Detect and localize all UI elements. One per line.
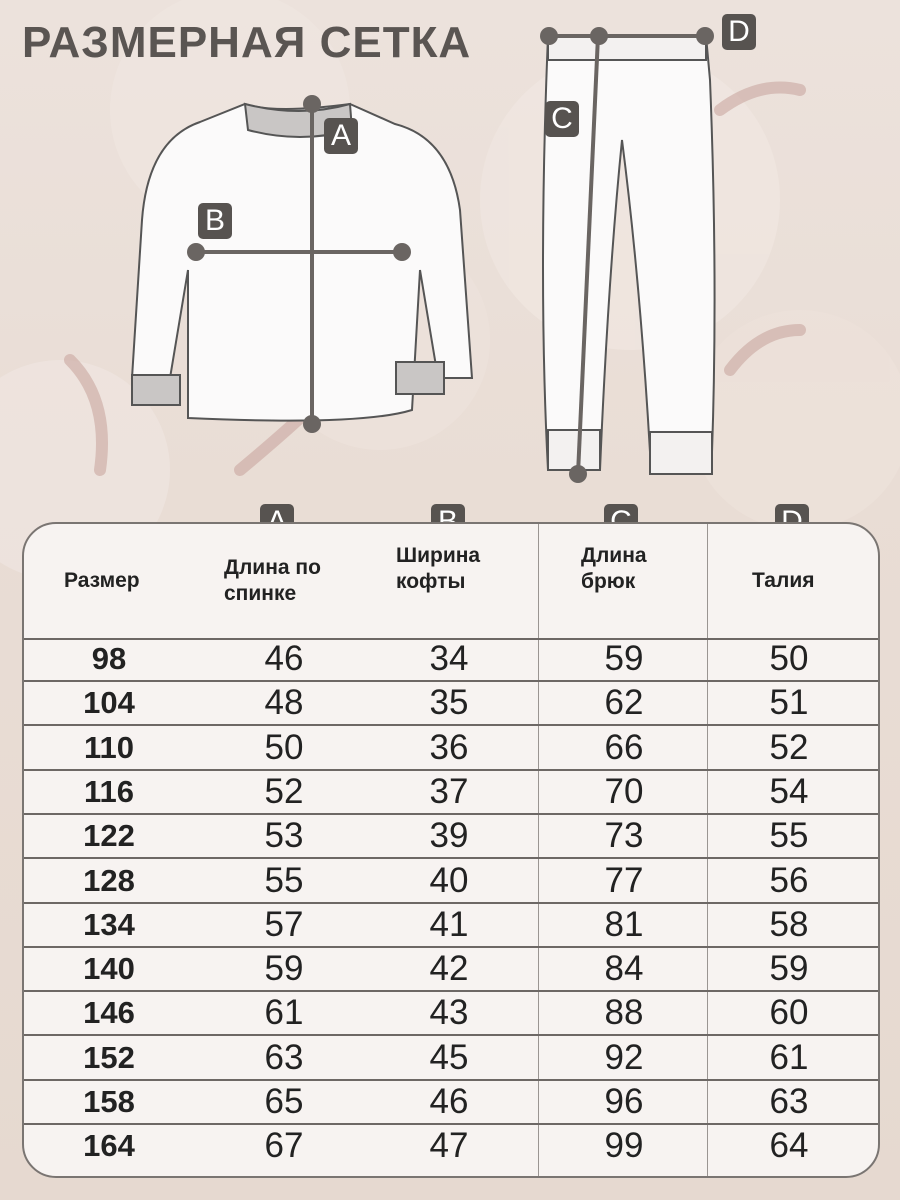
point-b-right bbox=[393, 243, 411, 261]
point-a-bottom bbox=[303, 415, 321, 433]
top-width-cell: 39 bbox=[429, 816, 469, 856]
table-row bbox=[24, 682, 878, 726]
table-header bbox=[24, 524, 878, 640]
table-row bbox=[24, 860, 878, 904]
back-length-cell: 61 bbox=[264, 993, 304, 1033]
back-length-cell: 59 bbox=[264, 949, 304, 989]
size-cell: 110 bbox=[83, 729, 134, 765]
top-width-cell: 35 bbox=[429, 683, 469, 723]
waist-cell: 58 bbox=[769, 904, 809, 944]
size-cell: 146 bbox=[83, 995, 135, 1031]
size-table bbox=[22, 522, 880, 1178]
point-a-top bbox=[303, 95, 321, 113]
top-width-cell: 43 bbox=[429, 993, 469, 1033]
header-pants-length: Длина брюк bbox=[581, 543, 647, 593]
size-cell: 134 bbox=[83, 906, 135, 942]
back-length-cell: 57 bbox=[264, 904, 304, 944]
pants-length-cell: 62 bbox=[604, 683, 644, 723]
table-row bbox=[24, 815, 878, 859]
header-top-width: Ширина кофты bbox=[396, 543, 481, 593]
top-width-cell: 45 bbox=[429, 1037, 469, 1077]
waist-cell: 52 bbox=[769, 727, 809, 767]
back-length-cell: 55 bbox=[264, 860, 304, 900]
pants-length-cell: 70 bbox=[604, 771, 644, 811]
pants-length-cell: 66 bbox=[604, 727, 644, 767]
point-d-left bbox=[540, 27, 558, 45]
pants-length-cell: 73 bbox=[604, 816, 644, 856]
top-width-cell: 40 bbox=[429, 860, 469, 900]
size-cell: 152 bbox=[83, 1039, 135, 1075]
back-length-cell: 46 bbox=[264, 639, 304, 678]
top-width-cell: 41 bbox=[429, 904, 469, 944]
point-d-right bbox=[696, 27, 714, 45]
page-title: РАЗМЕРНАЯ СЕТКА bbox=[22, 18, 472, 67]
waist-cell: 60 bbox=[769, 993, 809, 1033]
size-cell: 104 bbox=[83, 685, 135, 721]
size-cell: 128 bbox=[83, 862, 135, 898]
table-row bbox=[24, 727, 878, 771]
table-row bbox=[24, 904, 878, 948]
size-cell: 164 bbox=[83, 1128, 135, 1164]
back-length-cell: 65 bbox=[264, 1082, 304, 1121]
pants-length-cell: 77 bbox=[604, 860, 644, 900]
garment-diagram bbox=[0, 0, 900, 520]
table-row bbox=[24, 1037, 878, 1081]
table-row bbox=[24, 771, 878, 815]
waist-cell: 63 bbox=[769, 1082, 809, 1121]
pants-length-cell: 96 bbox=[604, 1082, 644, 1121]
waist-cell: 56 bbox=[769, 860, 809, 900]
label-b-badge: B bbox=[198, 203, 232, 239]
top-width-cell: 42 bbox=[429, 949, 469, 989]
waist-cell: 51 bbox=[769, 683, 809, 723]
top-width-cell: 34 bbox=[429, 639, 469, 678]
waist-cell: 55 bbox=[769, 816, 809, 856]
size-cell: 158 bbox=[83, 1084, 135, 1119]
header-waist: Талия bbox=[752, 568, 815, 592]
back-length-cell: 53 bbox=[264, 816, 304, 856]
back-length-cell: 50 bbox=[264, 727, 304, 767]
label-d-badge: D bbox=[722, 14, 756, 50]
label-a-badge: A bbox=[324, 118, 358, 154]
table-row bbox=[24, 638, 878, 682]
header-size: Размер bbox=[64, 568, 140, 592]
table-row bbox=[24, 1081, 878, 1125]
size-cell: 116 bbox=[83, 773, 134, 809]
waist-cell: 61 bbox=[769, 1037, 809, 1077]
back-length-cell: 63 bbox=[264, 1037, 304, 1077]
point-b-left bbox=[187, 243, 205, 261]
point-c-bottom bbox=[569, 465, 587, 483]
pants-length-cell: 81 bbox=[604, 904, 644, 944]
pants-length-cell: 92 bbox=[604, 1037, 644, 1077]
table-row bbox=[24, 948, 878, 992]
pants-length-cell: 84 bbox=[604, 949, 644, 989]
top-width-cell: 36 bbox=[429, 727, 469, 767]
sweatshirt-illustration bbox=[132, 104, 472, 421]
point-c-top bbox=[590, 27, 608, 45]
size-cell: 140 bbox=[83, 951, 135, 987]
waist-cell: 54 bbox=[769, 771, 809, 811]
pants-length-cell: 88 bbox=[604, 993, 644, 1033]
table-row bbox=[24, 1125, 878, 1169]
pants-length-cell: 99 bbox=[604, 1126, 644, 1166]
waist-cell: 50 bbox=[769, 639, 809, 678]
back-length-cell: 67 bbox=[264, 1126, 304, 1166]
table-row bbox=[24, 992, 878, 1036]
top-width-cell: 46 bbox=[429, 1082, 469, 1121]
pants-length-cell: 59 bbox=[604, 639, 644, 678]
waist-cell: 59 bbox=[769, 949, 809, 989]
size-cell: 122 bbox=[83, 818, 135, 854]
top-width-cell: 47 bbox=[429, 1126, 469, 1166]
label-c-badge: C bbox=[545, 101, 579, 137]
back-length-cell: 52 bbox=[264, 771, 304, 811]
back-length-cell: 48 bbox=[264, 683, 304, 723]
waist-cell: 64 bbox=[769, 1126, 809, 1166]
size-cell: 98 bbox=[91, 641, 127, 676]
header-back-length: Длина по спинке bbox=[224, 555, 321, 605]
top-width-cell: 37 bbox=[429, 771, 469, 811]
